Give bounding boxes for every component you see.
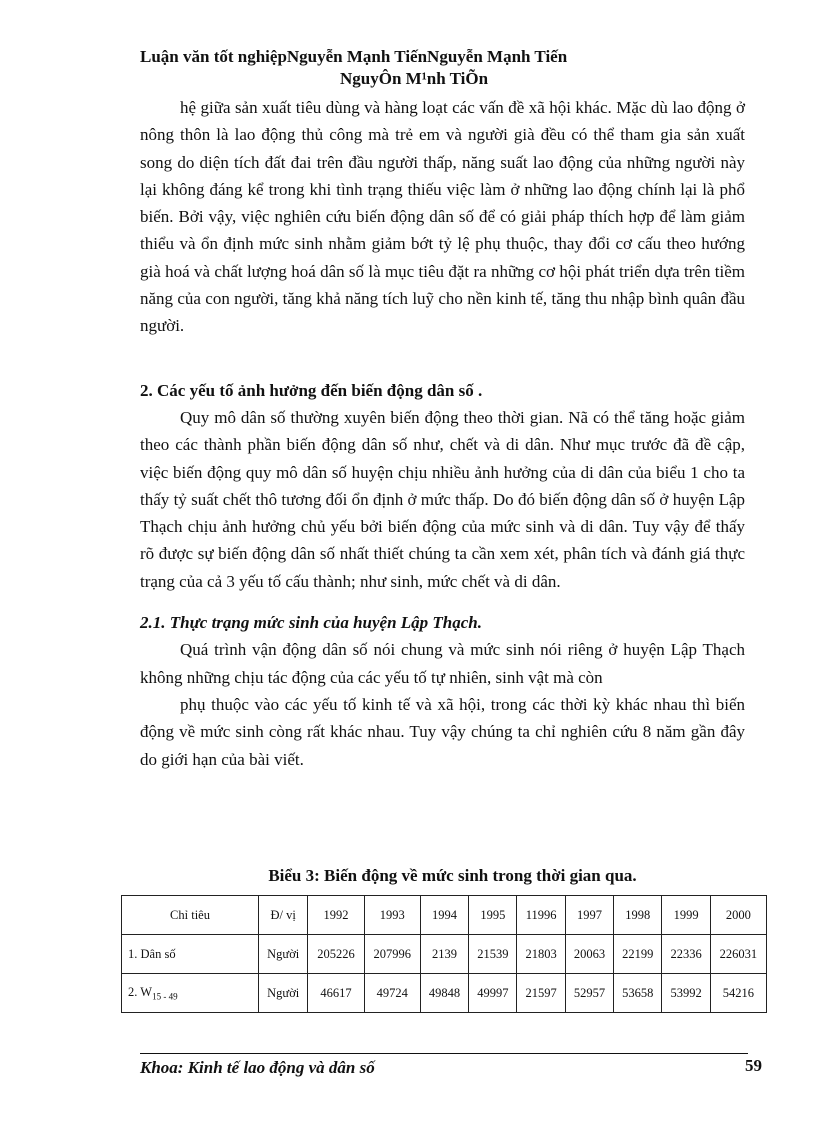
- table-cell: 207996: [364, 935, 420, 974]
- paragraph-3b: phụ thuộc vào các yếu tố kinh tế và xã hội, trong các thời kỳ khác nhau thì biến động về mức sinh còng rất khác nhau. Tuy vậy chúng ta chỉ nghiên cứu 8 năm gần đây do giới hạn của bài viết.: [140, 694, 745, 769]
- table-cell: 49724: [364, 974, 420, 1013]
- paragraph-2: Quy mô dân số thường xuyên biến động theo thời gian. Nã có thể tăng hoặc giảm theo các thành phần biến động dân số như, chết và di dân. Như mục trước đã đề cập, việc biến động quy mô dân số huyện chịu nhiều ảnh hưởng của di dân của biểu 1 cho ta thấy tỷ suất chết thô tương đối ổn định ở mức thấp. Do đó biến động dân số ở huyện Lập Thạch chịu ảnh hưởng chủ yếu bởi biến động của mức sinh và di dân. Tuy vậy để thấy rõ được sự biến động dân số nhất thiết chúng ta cần xem xét, phân tích và đánh giá thực trạng của cả 3 yếu tố cấu thành; như sinh, mức chết và di dân.: [140, 407, 745, 591]
- table-cell: 53658: [614, 974, 662, 1013]
- birth-rate-table: [121, 895, 767, 1013]
- table-cell: 205226: [308, 935, 364, 974]
- table-cell: 21803: [517, 935, 565, 974]
- paragraph-1: hệ giữa sản xuất tiêu dùng và hàng loạt các vấn đề xã hội khác. Mặc dù lao động ở nông thôn là lao động thủ công mà trẻ em và người già đều có thể tham gia sản xuất song do diện tích đất đai trên đầu người thấp, năng suất lao động của những người này lại không đáng kể trong khi tình trạng thiếu việc làm ở những lao động chính lại là phổ biến. Bởi vậy, việc nghiên cứu biến động dân số để có giải pháp thích hợp để làm giảm thiểu và ổn định mức sinh nhằm giảm bớt tỷ lệ phụ thuộc, thay đổi cơ cấu theo hướng già hoá và chất lượng hoá dân số là mục tiêu đặt ra những cơ hội phát triển dựa trên tiềm năng của con người, tăng khả năng tích luỹ cho nền kinh tế, tăng thu nhập bình quân đầu người.: [140, 98, 745, 336]
- table-header-cell: 1995: [469, 896, 517, 935]
- footer-divider: [140, 1053, 748, 1054]
- table-cell: 22199: [614, 935, 662, 974]
- table-header-cell: Đ/ vị: [259, 896, 308, 935]
- table-caption: Biểu 3: Biến động về mức sinh trong thời gian qua.: [268, 866, 637, 885]
- footer-department: Khoa: Kinh tế lao động và dân số: [140, 1058, 375, 1077]
- table-row: [122, 974, 767, 1013]
- table-cell: Người: [259, 974, 308, 1013]
- row-label: 2. W: [128, 984, 153, 999]
- row-label-subscript: 15 - 49: [152, 991, 178, 1002]
- table-cell: 226031: [710, 935, 766, 974]
- table-header-cell: 11996: [517, 896, 565, 935]
- header-line-2: NguyÔn M¹nh TiÕn: [340, 69, 489, 88]
- table-cell: Người: [259, 935, 308, 974]
- table-cell: 53992: [662, 974, 710, 1013]
- table-cell: 46617: [308, 974, 364, 1013]
- table-header-cell: 1999: [662, 896, 710, 935]
- table-header-cell: Chỉ tiêu: [122, 896, 259, 935]
- section-heading-2: 2. Các yếu tố ảnh hưởng đến biến động dân số .: [140, 380, 483, 400]
- table-cell: 1. Dân số: [122, 935, 259, 974]
- document-body: [140, 94, 745, 773]
- table-header-cell: 1998: [614, 896, 662, 935]
- table-header-cell: 2000: [710, 896, 766, 935]
- page-number: 59: [745, 1056, 762, 1075]
- paragraph-3a: Quá trình vận động dân số nói chung và mức sinh nói riêng ở huyện Lập Thạch không những chịu tác động của các yếu tố tự nhiên, sinh vật mà còn: [140, 640, 745, 687]
- table-cell-w15-49: [122, 974, 259, 1013]
- table-header-cell: 1992: [308, 896, 364, 935]
- table-cell: 52957: [565, 974, 613, 1013]
- table-header-cell: 1997: [565, 896, 613, 935]
- table-header-cell: 1994: [420, 896, 468, 935]
- table-cell: 2139: [420, 935, 468, 974]
- header-line-1: Luận văn tốt nghiệpNguyễn Mạnh TiếnNguyễn Mạnh Tiến: [140, 47, 568, 66]
- table-header-row: [122, 896, 767, 935]
- section-heading-2-1: 2.1. Thực trạng mức sinh của huyện Lập Thạch.: [140, 613, 482, 633]
- table-cell: 49848: [420, 974, 468, 1013]
- table-row: [122, 935, 767, 974]
- table-cell: 54216: [710, 974, 766, 1013]
- table-cell: 20063: [565, 935, 613, 974]
- running-header: [140, 46, 700, 90]
- table-cell: 49997: [469, 974, 517, 1013]
- table-cell: 21597: [517, 974, 565, 1013]
- table-header-cell: 1993: [364, 896, 420, 935]
- table-cell: 21539: [469, 935, 517, 974]
- table-cell: 22336: [662, 935, 710, 974]
